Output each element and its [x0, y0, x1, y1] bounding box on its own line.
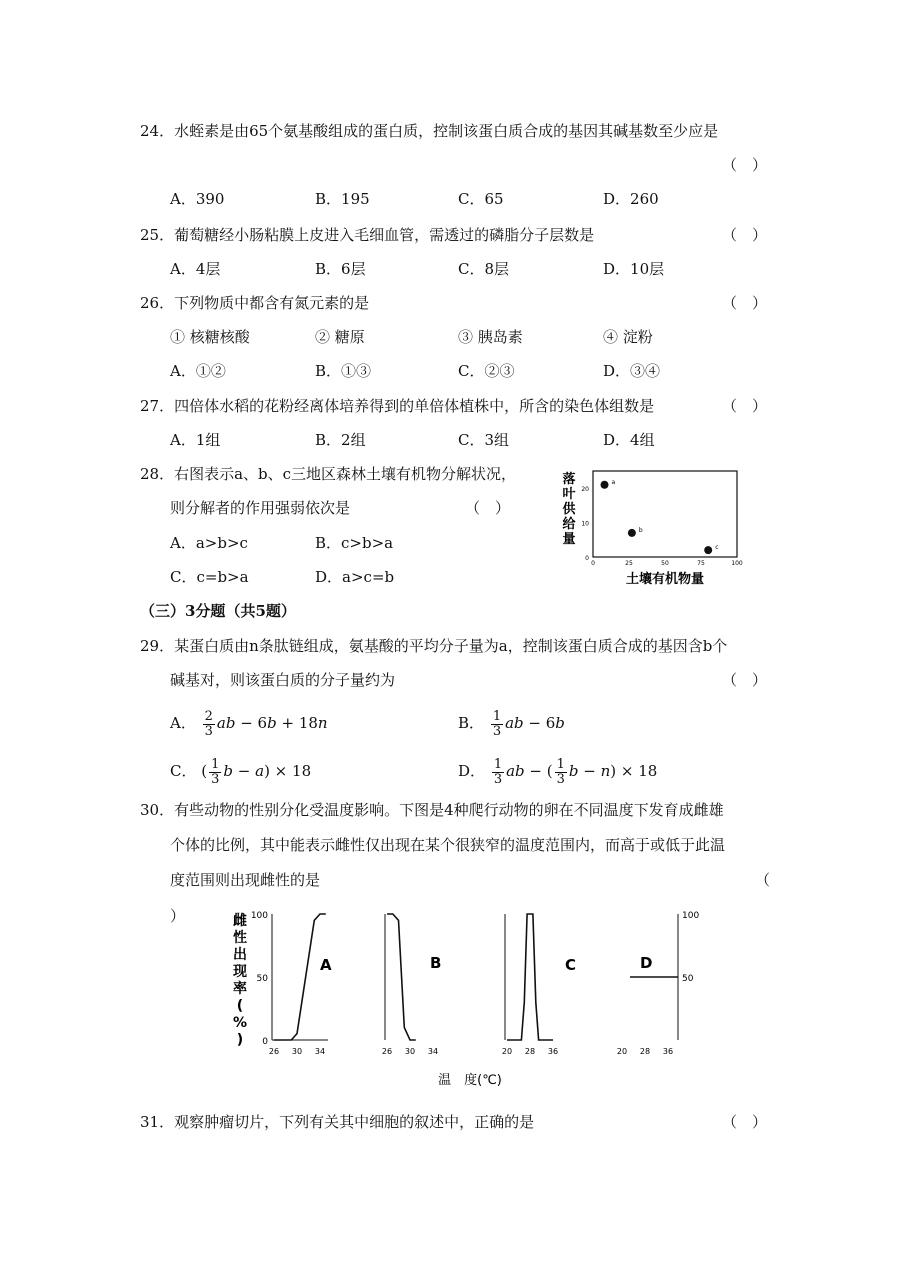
q29-option-d[interactable]: D． $\frac{1}{3}$ ab − ( $\frac{1}{3}$ b − n) × 18: [458, 756, 658, 787]
q30-stem-line2: 个体的比例，其中能表示雌性仅出现在某个很狭窄的温度范围内，而高于或低于此温: [170, 836, 726, 854]
q27-option-d[interactable]: D．4组: [603, 431, 655, 449]
scatter-point-label: c: [715, 544, 719, 552]
q29-stem-line1: 29．某蛋白质由n条肽链组成，氨基酸的平均分子量为a，控制该蛋白质合成的基因含b个: [140, 637, 728, 655]
panel-B-curve: [387, 914, 416, 1040]
section-3-heading: （三）3分题（共5题）: [140, 602, 296, 620]
q24-option-c[interactable]: C．65: [458, 190, 504, 208]
q28-answer-paren[interactable]: （ ）: [465, 499, 511, 517]
panel-A-y-tick: 0: [262, 1037, 268, 1047]
scatter-point-label: a: [611, 478, 616, 486]
panel-label-B: B: [430, 954, 442, 972]
panel-D-x-tick: 20: [616, 1047, 628, 1056]
q30-answer-paren-close: ）: [170, 907, 186, 925]
y-axis-label-char: %: [232, 1015, 248, 1031]
y-axis-label-char: 率: [233, 981, 247, 997]
q28-option-a[interactable]: A．a>b>c: [170, 534, 248, 552]
q24-option-d[interactable]: D．260: [603, 190, 659, 208]
panel-C-curve: [507, 914, 553, 1040]
q25-option-d[interactable]: D．10层: [603, 260, 665, 278]
panel-D-x-tick: 36: [662, 1047, 674, 1056]
panel-A-x-tick: 26: [268, 1047, 280, 1056]
fraction-one-third: $\frac{1}{3}$: [211, 756, 220, 787]
q26-option-d[interactable]: D．③④: [603, 362, 661, 380]
y-tick-label: 0: [585, 555, 589, 562]
q27-stem: 27．四倍体水稻的花粉经离体培养得到的单倍体植株中，所含的染色体组数是: [140, 397, 655, 415]
fraction-two-thirds: $\frac{2}{3}$: [204, 708, 213, 739]
y-axis-label-char: 雌: [233, 913, 247, 929]
scatter-point-a: [601, 481, 609, 489]
panel-B-x-tick: 26: [381, 1047, 393, 1056]
panel-B-x-tick: 30: [404, 1047, 416, 1056]
q29-answer-paren[interactable]: （ ）: [722, 671, 768, 689]
q25-stem: 25．葡萄糖经小肠粘膜上皮进入毛细血管，需透过的磷脂分子层数是: [140, 226, 595, 244]
panel-D-x-tick: 28: [639, 1047, 651, 1056]
x-tick-label: 50: [661, 560, 669, 567]
y-axis-label-char: (: [236, 998, 244, 1014]
q31-stem: 31．观察肿瘤切片，下列有关其中细胞的叙述中，正确的是: [140, 1113, 535, 1131]
q25-answer-paren[interactable]: （ ）: [722, 226, 768, 244]
q28-scatter-chart: [555, 465, 745, 590]
panel-D-y-tick: 50: [682, 974, 694, 984]
q26-option-c[interactable]: C．②③: [458, 362, 515, 380]
x-tick-label: 75: [697, 560, 705, 567]
scatter-point-c: [704, 546, 712, 554]
q27-option-b[interactable]: B．2组: [315, 431, 366, 449]
panel-C-x-tick: 36: [547, 1047, 559, 1056]
q24-option-b[interactable]: B．195: [315, 190, 370, 208]
q26-item-4: ④ 淀粉: [603, 328, 653, 346]
q26-answer-paren[interactable]: （ ）: [722, 294, 768, 312]
q26-stem: 26．下列物质中都含有氮元素的是: [140, 294, 370, 312]
q29-option-c-label: C．: [170, 762, 197, 780]
panel-A-y-tick: 100: [250, 911, 268, 921]
scatter-point-b: [628, 529, 636, 537]
y-tick-label: 20: [581, 486, 589, 494]
panel-A-curve: [274, 914, 326, 1040]
panel-C-x-tick: 20: [501, 1047, 513, 1056]
q26-item-1: ① 核糖核酸: [170, 328, 250, 346]
panel-A-y-tick: 50: [256, 974, 268, 984]
q29-option-b-label: B．: [458, 714, 485, 732]
fraction-one-third: $\frac{1}{3}$: [493, 756, 503, 787]
q29-option-d-label: D．: [458, 762, 486, 780]
q29-option-a[interactable]: A． $\frac{2}{3}$ ab − 6b + 18n: [170, 708, 328, 739]
fraction-one-third: $\frac{1}{3}$: [556, 756, 565, 787]
q29-option-b[interactable]: B． $\frac{1}{3}$ ab − 6b: [458, 708, 565, 739]
q28-option-d[interactable]: D．a>c=b: [315, 568, 395, 586]
q30-stem-line1: 30．有些动物的性别分化受温度影响。下图是4种爬行动物的卵在不同温度下发育成雌雄: [140, 801, 724, 819]
q28-option-b[interactable]: B．c>b>a: [315, 534, 394, 552]
x-axis-label: 土壤有机物量: [625, 572, 705, 587]
q31-answer-paren[interactable]: （ ）: [722, 1113, 768, 1131]
q29-stem-line2: 碱基对，则该蛋白质的分子量约为: [170, 671, 396, 689]
y-axis-label-char: 出: [233, 947, 247, 963]
x-tick-label: 0: [591, 560, 595, 567]
q30-temperature-chart: [220, 900, 700, 1095]
q30-answer-paren-open[interactable]: （: [755, 871, 771, 889]
panel-label-A: A: [320, 956, 332, 974]
q28-stem-line1: 28．右图表示a、b、c三地区森林土壤有机物分解状况，: [140, 465, 517, 483]
x-tick-label: 25: [625, 560, 633, 567]
q27-answer-paren[interactable]: （ ）: [722, 397, 768, 415]
q26-option-a[interactable]: A．①②: [170, 362, 226, 380]
y-axis-label-char: 量: [562, 532, 576, 547]
y-axis-label-char: 叶: [562, 487, 576, 502]
y-axis-label-char: ): [236, 1032, 244, 1048]
q26-item-2: ② 糖原: [315, 328, 365, 346]
panel-A-x-tick: 34: [314, 1047, 326, 1056]
q25-option-c[interactable]: C．8层: [458, 260, 510, 278]
y-axis-label-char: 落: [562, 472, 576, 487]
x-tick-label: 100: [731, 560, 743, 567]
panel-D-y-tick: 100: [682, 911, 700, 921]
q29-option-c[interactable]: C． ( $\frac{1}{3}$ b − a) × 18: [170, 756, 312, 787]
panel-label-C: C: [565, 956, 577, 974]
q25-option-b[interactable]: B．6层: [315, 260, 366, 278]
q29-option-a-label: A．: [170, 714, 196, 732]
panel-label-D: D: [640, 954, 653, 972]
q24-answer-paren[interactable]: （ ）: [722, 156, 768, 174]
y-axis-label-char: 现: [233, 964, 247, 980]
q27-option-a[interactable]: A．1组: [170, 431, 221, 449]
q24-option-a[interactable]: A．390: [170, 190, 225, 208]
q26-option-b[interactable]: B．①③: [315, 362, 372, 380]
q25-option-a[interactable]: A．4层: [170, 260, 221, 278]
scatter-point-label: b: [638, 526, 643, 534]
q30-stem-line3: 度范围则出现雌性的是: [170, 871, 321, 889]
panel-C-x-tick: 28: [524, 1047, 536, 1056]
y-tick-label: 10: [581, 520, 589, 528]
q24-stem: 24．水蛭素是由65个氨基酸组成的蛋白质，控制该蛋白质合成的基因其碱基数至少应是: [140, 122, 719, 140]
y-axis-label-char: 供: [562, 502, 576, 517]
y-axis-label-char: 给: [562, 517, 576, 532]
q28-stem-line2: 则分解者的作用强弱依次是: [170, 499, 351, 517]
x-axis-label: 温 度(℃): [438, 1073, 502, 1088]
panel-A-x-tick: 30: [291, 1047, 303, 1056]
q27-option-c[interactable]: C．3组: [458, 431, 510, 449]
q28-option-c[interactable]: C．c=b>a: [170, 568, 249, 586]
panel-B-x-tick: 34: [427, 1047, 439, 1056]
y-axis-label-char: 性: [233, 930, 247, 946]
q26-item-3: ③ 胰岛素: [458, 328, 523, 346]
fraction-one-third: $\frac{1}{3}$: [492, 708, 502, 739]
